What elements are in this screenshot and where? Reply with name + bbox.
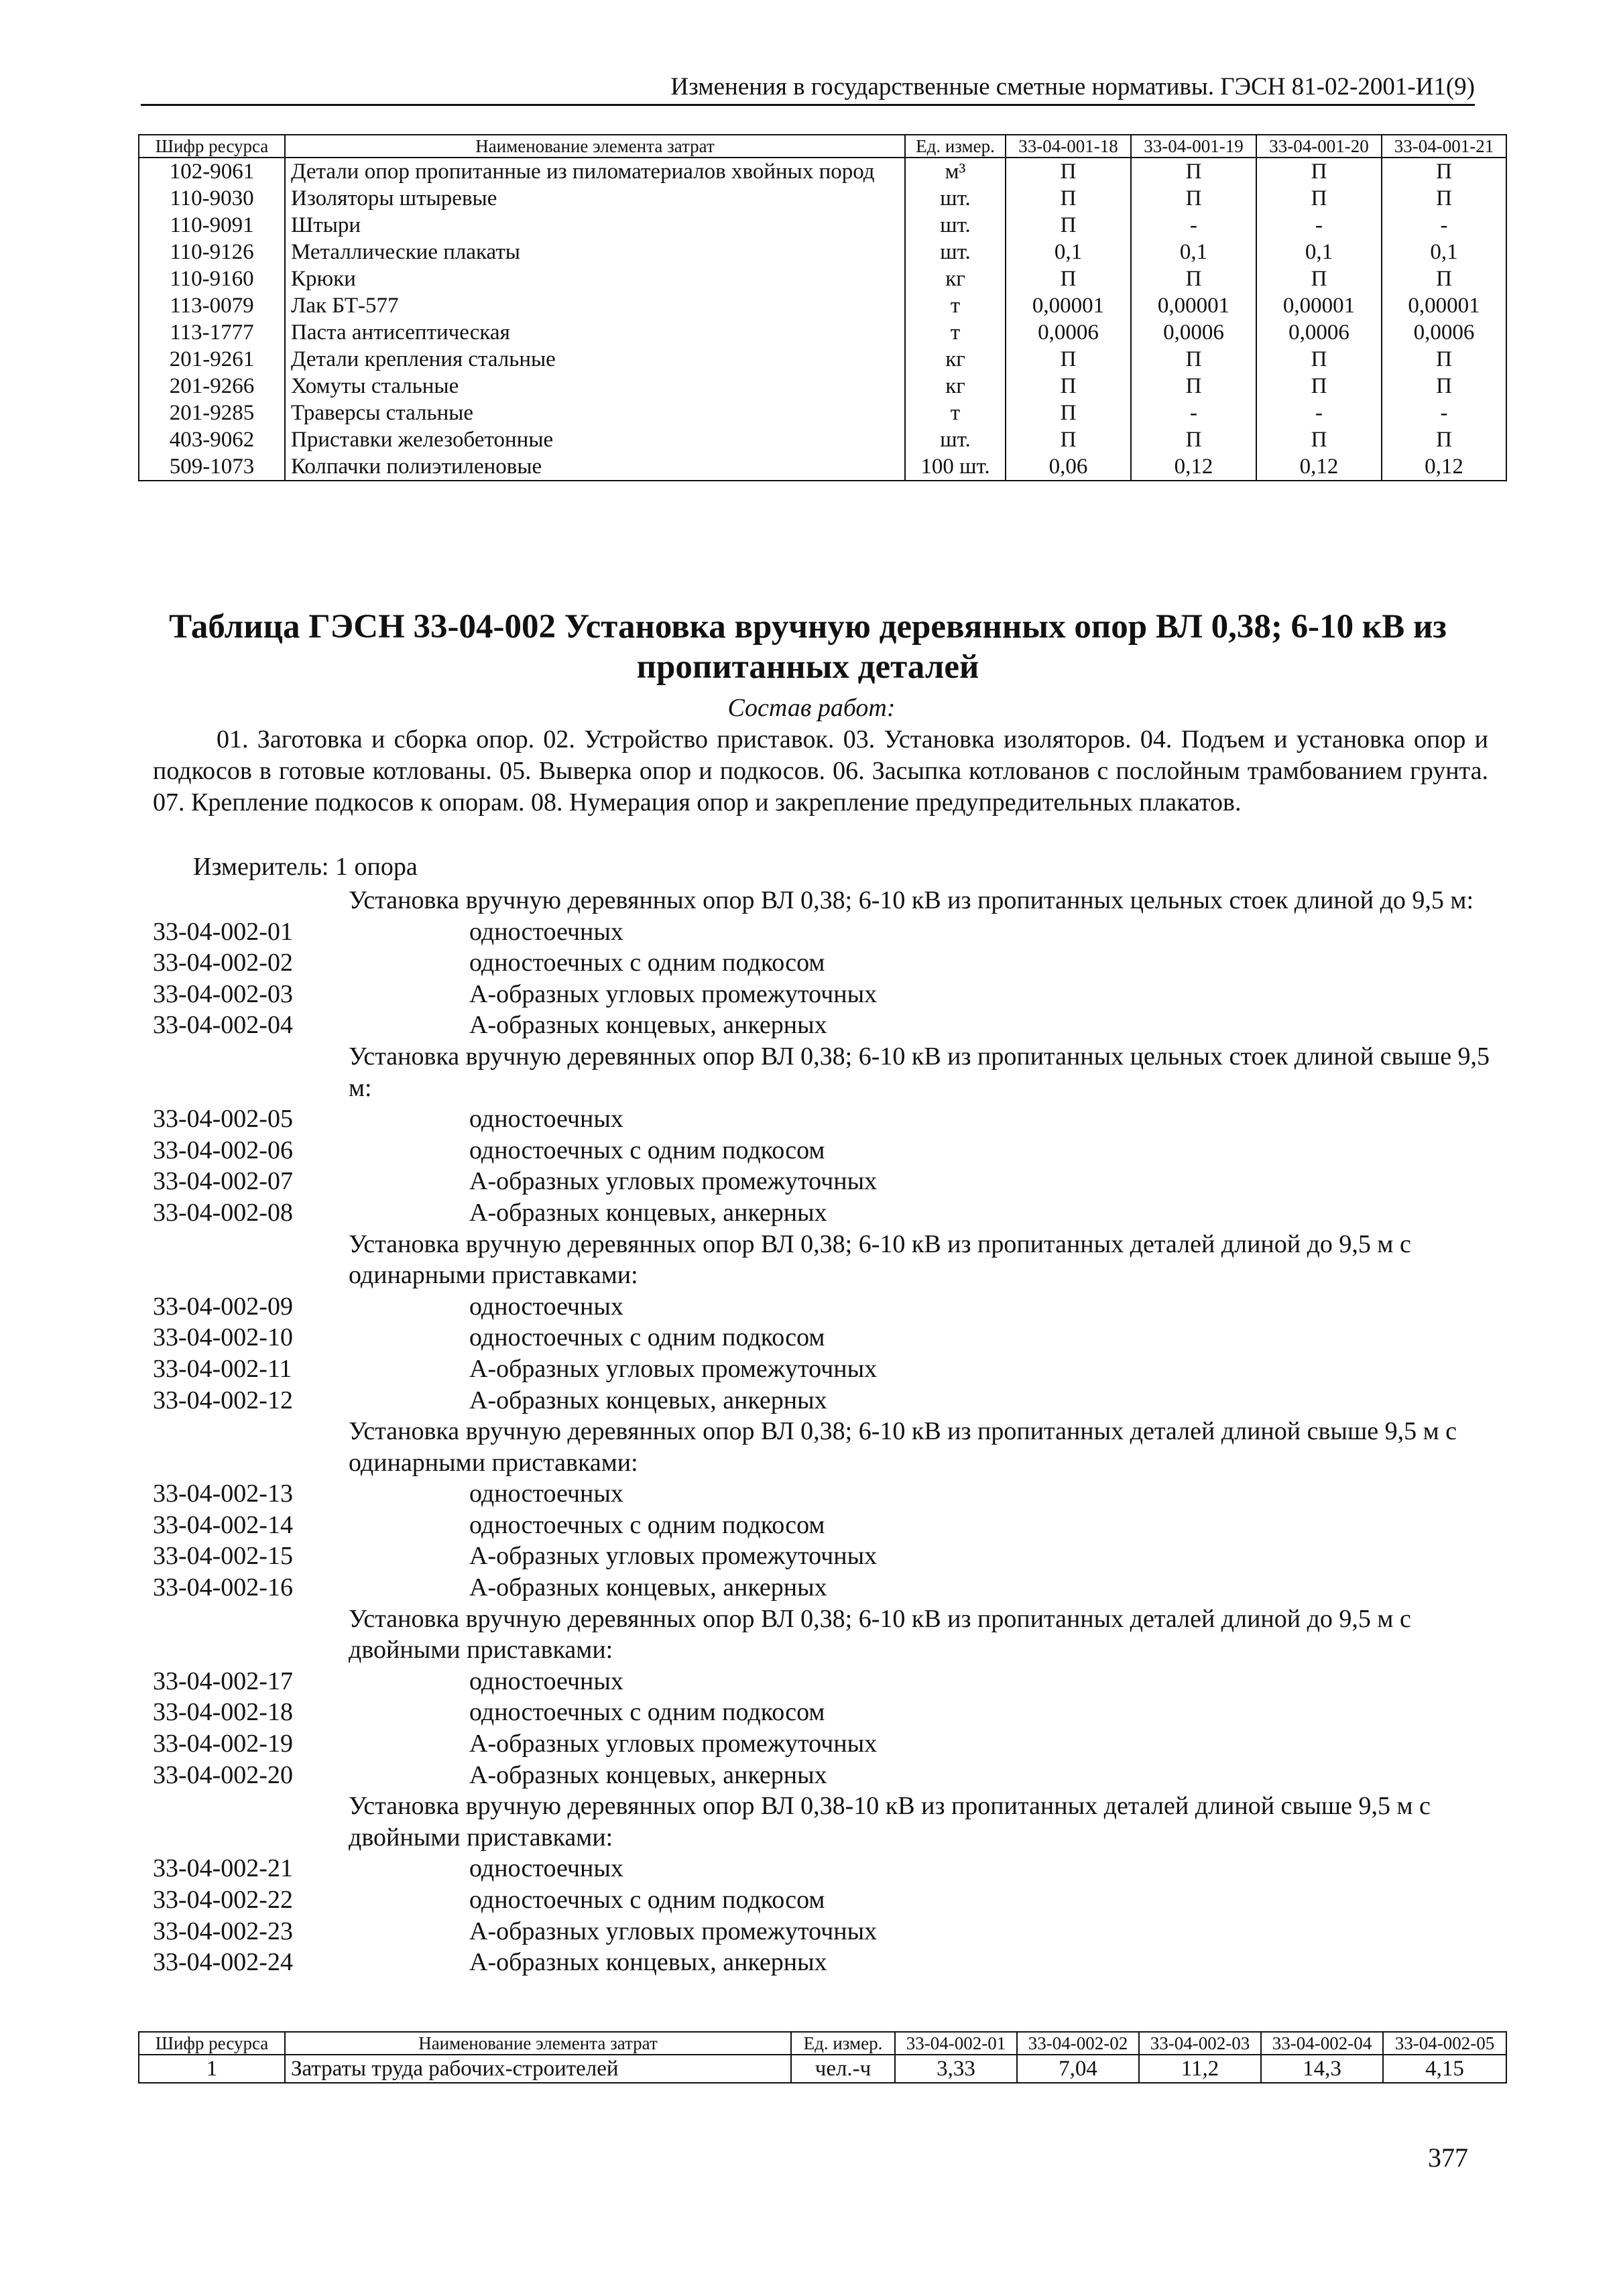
- table-cell: чел.-ч: [791, 2055, 895, 2083]
- table-cell: 113-0079: [139, 292, 285, 319]
- norm-description: А-образных концевых, анкерных: [469, 1386, 827, 1414]
- table-cell: П: [1131, 346, 1256, 373]
- norm-description: одностоечных: [469, 917, 623, 946]
- column-header: 33-04-001-21: [1382, 135, 1506, 158]
- column-header: Шифр ресурса: [139, 135, 285, 158]
- list-item: [153, 1291, 1494, 1323]
- table-cell: П: [1382, 158, 1506, 185]
- table-cell: м³: [905, 158, 1006, 185]
- page-number: 377: [1428, 2142, 1468, 2173]
- labor-table: [138, 2031, 1507, 2083]
- list-item: [153, 1197, 1494, 1229]
- norm-code: 33-04-002-15: [153, 1542, 293, 1571]
- table-row: [139, 346, 1506, 373]
- norm-code: 33-04-002-03: [153, 979, 293, 1008]
- table-row: [139, 265, 1506, 292]
- table-cell: П: [1006, 426, 1131, 453]
- norm-description: А-образных угловых промежуточных: [469, 1730, 878, 1758]
- list-item: [153, 1166, 1494, 1197]
- group-heading: Установка вручную деревянных опор ВЛ 0,38; 6-10 кВ из пропитанных деталей длиной до 9,5 м с одинарными приставками:: [349, 1229, 1411, 1290]
- column-header: 33-04-001-20: [1256, 135, 1382, 158]
- table-cell: 0,00001: [1131, 292, 1256, 319]
- norm-description: А-образных угловых промежуточных: [469, 979, 878, 1008]
- table-cell: 113-1777: [139, 319, 285, 346]
- table-cell: П: [1006, 212, 1131, 239]
- table-cell: 110-9160: [139, 265, 285, 292]
- column-header: 33-04-001-19: [1131, 135, 1256, 158]
- norm-code: 33-04-002-05: [153, 1105, 293, 1134]
- norm-code: 33-04-002-22: [153, 1886, 293, 1914]
- table-cell: 110-9091: [139, 212, 285, 239]
- table-cell: П: [1006, 265, 1131, 292]
- norm-description: одностоечных: [469, 1479, 623, 1508]
- table-cell: 0,1: [1006, 239, 1131, 265]
- table-cell: -: [1256, 400, 1382, 426]
- norm-code: 33-04-002-01: [153, 917, 293, 946]
- table-cell: 201-9261: [139, 346, 285, 373]
- list-item: [153, 1385, 1494, 1416]
- table-cell: т: [905, 292, 1006, 319]
- norm-code: 33-04-002-11: [153, 1354, 292, 1383]
- table-cell: -: [1382, 212, 1506, 239]
- norm-code: 33-04-002-08: [153, 1198, 293, 1227]
- table-cell: П: [1382, 373, 1506, 400]
- table-cell: -: [1131, 212, 1256, 239]
- norm-code: 33-04-002-04: [153, 1011, 293, 1040]
- table-cell: т: [905, 400, 1006, 426]
- list-item: [153, 1510, 1494, 1541]
- norm-description: одностоечных: [469, 1292, 623, 1321]
- table-cell: 0,06: [1006, 453, 1131, 481]
- column-header: Наименование элемента затрат: [285, 135, 905, 158]
- table-row: [139, 453, 1506, 481]
- table-cell: -: [1131, 400, 1256, 426]
- norm-description: одностоечных с одним подкосом: [469, 1323, 825, 1352]
- table-cell: -: [1382, 400, 1506, 426]
- norm-description: одностоечных с одним подкосом: [469, 1698, 825, 1727]
- table-cell: 0,1: [1382, 239, 1506, 265]
- norm-code: 33-04-002-12: [153, 1386, 293, 1414]
- column-header: 33-04-002-05: [1383, 2032, 1506, 2055]
- list-item: [153, 1884, 1494, 1916]
- list-item: [153, 1728, 1494, 1760]
- table-cell: 3,33: [895, 2055, 1017, 2083]
- norm-code: 33-04-002-17: [153, 1667, 293, 1695]
- table-cell: П: [1131, 426, 1256, 453]
- norm-description: А-образных концевых, анкерных: [469, 1948, 827, 1977]
- table-row: [139, 373, 1506, 400]
- norm-description: А-образных угловых промежуточных: [469, 1167, 878, 1196]
- table-cell: 110-9030: [139, 185, 285, 212]
- group-heading: Установка вручную деревянных опор ВЛ 0,38; 6-10 кВ из пропитанных цельных стоек длиной свыше 9,5 м:: [349, 1042, 1490, 1102]
- table-row: [139, 400, 1506, 426]
- table-cell: П: [1256, 373, 1382, 400]
- table-cell: 4,15: [1383, 2055, 1506, 2083]
- table-cell: 0,12: [1131, 453, 1256, 481]
- norm-code: 33-04-002-06: [153, 1136, 293, 1164]
- table-cell: 102-9061: [139, 158, 285, 185]
- table-cell: 100 шт.: [905, 453, 1006, 481]
- table-cell: кг: [905, 373, 1006, 400]
- norm-description: А-образных угловых промежуточных: [469, 1354, 878, 1383]
- table-row: [139, 185, 1506, 212]
- table-cell: 509-1073: [139, 453, 285, 481]
- table-cell: 201-9285: [139, 400, 285, 426]
- group-heading: Установка вручную деревянных опор ВЛ 0,38; 6-10 кВ из пропитанных деталей длиной до 9,5 м с двойными приставками:: [349, 1604, 1411, 1665]
- table-header-row: [139, 135, 1506, 158]
- list-item: [153, 916, 1494, 948]
- norm-code: 33-04-002-21: [153, 1854, 293, 1883]
- table-cell: П: [1256, 346, 1382, 373]
- norm-description: одностоечных с одним подкосом: [469, 1510, 825, 1539]
- norm-code: 33-04-002-16: [153, 1573, 293, 1602]
- table-cell: 1: [139, 2055, 285, 2083]
- table-cell: П: [1006, 373, 1131, 400]
- table-cell: 0,1: [1256, 239, 1382, 265]
- norm-description: одностоечных: [469, 1854, 623, 1883]
- norm-code: 33-04-002-07: [153, 1167, 293, 1196]
- table-cell: кг: [905, 346, 1006, 373]
- table-cell: Приставки железобетонные: [285, 426, 905, 453]
- list-item: [153, 1853, 1494, 1884]
- column-header: 33-04-001-18: [1006, 135, 1131, 158]
- column-header: 33-04-002-01: [895, 2032, 1017, 2055]
- norm-description: одностоечных: [469, 1667, 623, 1695]
- table-cell: т: [905, 319, 1006, 346]
- table-cell: П: [1382, 265, 1506, 292]
- list-item: [153, 1322, 1494, 1353]
- norm-description: одностоечных с одним подкосом: [469, 1886, 825, 1914]
- table-cell: П: [1131, 185, 1256, 212]
- table-cell: Детали крепления стальные: [285, 346, 905, 373]
- column-header: Наименование элемента затрат: [285, 2032, 791, 2055]
- meter-text: Измеритель: 1 опора: [193, 853, 418, 881]
- list-item: [153, 1540, 1494, 1572]
- table-cell: кг: [905, 265, 1006, 292]
- table-cell: П: [1131, 373, 1256, 400]
- table-cell: Детали опор пропитанные из пиломатериалов хвойных пород: [285, 158, 905, 185]
- table-cell: П: [1382, 185, 1506, 212]
- table-cell: 11,2: [1139, 2055, 1261, 2083]
- table-cell: Крюки: [285, 265, 905, 292]
- list-item: [153, 1697, 1494, 1728]
- table-cell: 0,1: [1131, 239, 1256, 265]
- table-title: Таблица ГЭСН 33-04-002 Установка вручную деревянных опор ВЛ 0,38; 6-10 кВ из пропитанных деталей: [169, 608, 1447, 686]
- table-row: [139, 319, 1506, 346]
- table-cell: П: [1006, 185, 1131, 212]
- list-item: [153, 1666, 1494, 1697]
- list-item: [153, 947, 1494, 979]
- norm-code: 33-04-002-20: [153, 1760, 293, 1789]
- table-row: [139, 426, 1506, 453]
- norm-code: 33-04-002-18: [153, 1698, 293, 1727]
- list-item: [153, 1135, 1494, 1166]
- norm-code: 33-04-002-19: [153, 1730, 293, 1758]
- table-cell: шт.: [905, 426, 1006, 453]
- table-cell: 403-9062: [139, 426, 285, 453]
- list-item: [153, 1103, 1494, 1135]
- norm-code: 33-04-002-09: [153, 1292, 293, 1321]
- table-cell: П: [1006, 158, 1131, 185]
- list-item: [153, 1572, 1494, 1604]
- norm-code: 33-04-002-02: [153, 949, 293, 977]
- norm-code: 33-04-002-14: [153, 1510, 293, 1539]
- norm-description: А-образных концевых, анкерных: [469, 1760, 827, 1789]
- table-cell: П: [1382, 346, 1506, 373]
- table-row: [139, 292, 1506, 319]
- norm-code: 33-04-002-23: [153, 1917, 293, 1945]
- list-item: [153, 1916, 1494, 1947]
- composition-text: 01. Заготовка и сборка опор. 02. Устройство приставок. 03. Установка изоляторов. 04. Подъем и установка опор и подкосов в готовые котлованы. 05. Выверка опор и подкосов. 06. Засыпка котлованов с послойным трамбованием грунта. 07. Крепление подкосов к опорам. 08. Нумерация опор и закрепление предупредительных плакатов.: [153, 725, 1488, 817]
- table-header-row: [139, 2032, 1506, 2055]
- list-item: [153, 1760, 1494, 1791]
- table-cell: Затраты труда рабочих-строителей: [285, 2055, 791, 2083]
- list-item: [153, 1478, 1494, 1510]
- table-cell: 0,0006: [1131, 319, 1256, 346]
- group-heading: Установка вручную деревянных опор ВЛ 0,38-10 кВ из пропитанных деталей длиной свыше 9,5 м с двойными приставками:: [349, 1792, 1431, 1852]
- table-cell: 0,00001: [1256, 292, 1382, 319]
- table-cell: Штыри: [285, 212, 905, 239]
- table-cell: 14,3: [1261, 2055, 1383, 2083]
- norm-list: [153, 885, 1494, 1978]
- resources-table-top: [138, 134, 1507, 481]
- table-cell: 110-9126: [139, 239, 285, 265]
- table-cell: Изоляторы штыревые: [285, 185, 905, 212]
- list-item: [153, 979, 1494, 1010]
- list-item: [153, 1010, 1494, 1041]
- table-cell: Хомуты стальные: [285, 373, 905, 400]
- list-item: [153, 1947, 1494, 1978]
- table-cell: шт.: [905, 239, 1006, 265]
- norm-description: А-образных угловых промежуточных: [469, 1542, 878, 1571]
- column-header: 33-04-002-03: [1139, 2032, 1261, 2055]
- table-row: [139, 212, 1506, 239]
- table-cell: 0,0006: [1256, 319, 1382, 346]
- column-header: 33-04-002-04: [1261, 2032, 1383, 2055]
- table-cell: шт.: [905, 212, 1006, 239]
- column-header: Ед. измер.: [791, 2032, 895, 2055]
- table-cell: шт.: [905, 185, 1006, 212]
- norm-description: А-образных концевых, анкерных: [469, 1573, 827, 1602]
- table-cell: П: [1256, 265, 1382, 292]
- column-header: Шифр ресурса: [139, 2032, 285, 2055]
- table-cell: 0,00001: [1006, 292, 1131, 319]
- table-cell: П: [1382, 426, 1506, 453]
- table-cell: 0,0006: [1006, 319, 1131, 346]
- norm-description: одностоечных с одним подкосом: [469, 1136, 825, 1164]
- composition-label: Состав работ:: [727, 694, 896, 722]
- table-cell: 0,0006: [1382, 319, 1506, 346]
- table-cell: 0,12: [1382, 453, 1506, 481]
- norm-description: одностоечных: [469, 1105, 623, 1134]
- table-cell: 0,00001: [1382, 292, 1506, 319]
- table-cell: 0,12: [1256, 453, 1382, 481]
- column-header: 33-04-002-02: [1017, 2032, 1139, 2055]
- table-cell: Паста антисептическая: [285, 319, 905, 346]
- norm-description: А-образных концевых, анкерных: [469, 1198, 827, 1227]
- table-cell: -: [1256, 212, 1382, 239]
- table-cell: Лак БТ-577: [285, 292, 905, 319]
- table-cell: П: [1006, 346, 1131, 373]
- table-cell: 201-9266: [139, 373, 285, 400]
- norm-code: 33-04-002-10: [153, 1323, 293, 1352]
- table-row: [139, 158, 1506, 185]
- norm-description: одностоечных с одним подкосом: [469, 949, 825, 977]
- table-row: [139, 239, 1506, 265]
- norm-code: 33-04-002-13: [153, 1479, 293, 1508]
- running-header: Изменения в государственные сметные нормативы. ГЭСН 81-02-2001-И1(9): [141, 72, 1475, 106]
- norm-description: А-образных угловых промежуточных: [469, 1917, 878, 1945]
- table-cell: Колпачки полиэтиленовые: [285, 453, 905, 481]
- table-cell: П: [1256, 426, 1382, 453]
- table-cell: 7,04: [1017, 2055, 1139, 2083]
- list-item: [153, 1353, 1494, 1385]
- table-cell: П: [1131, 158, 1256, 185]
- norm-code: 33-04-002-24: [153, 1948, 293, 1977]
- column-header: Ед. измер.: [905, 135, 1006, 158]
- table-cell: Металлические плакаты: [285, 239, 905, 265]
- table-cell: П: [1131, 265, 1256, 292]
- table-cell: П: [1256, 158, 1382, 185]
- table-cell: П: [1256, 185, 1382, 212]
- table-cell: Траверсы стальные: [285, 400, 905, 426]
- group-heading: Установка вручную деревянных опор ВЛ 0,38; 6-10 кВ из пропитанных деталей длиной свыше 9,5 м с одинарными приставками:: [349, 1417, 1457, 1477]
- norm-description: А-образных концевых, анкерных: [469, 1011, 827, 1040]
- table-row: [139, 2055, 1506, 2083]
- group-heading: Установка вручную деревянных опор ВЛ 0,38; 6-10 кВ из пропитанных цельных стоек длиной до 9,5 м:: [349, 886, 1474, 914]
- table-cell: П: [1006, 400, 1131, 426]
